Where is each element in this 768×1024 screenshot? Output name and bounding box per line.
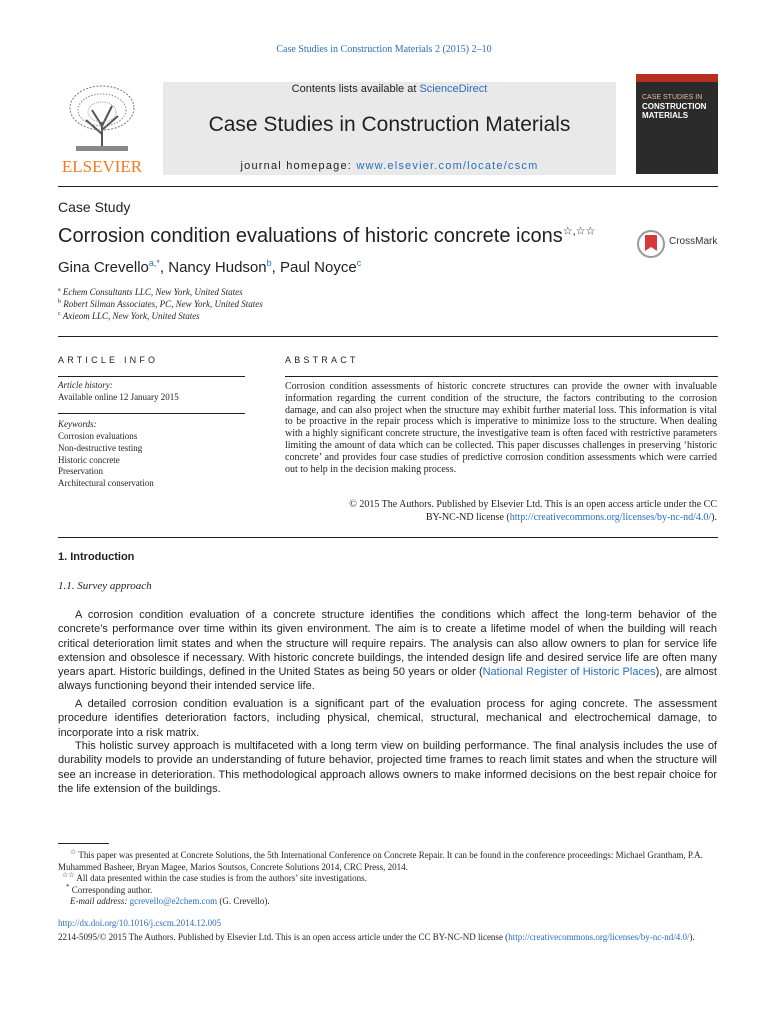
section-heading: 1. Introduction bbox=[58, 551, 135, 563]
author-affiliation-mark[interactable]: a,* bbox=[148, 258, 160, 268]
email-link[interactable]: gcrevello@e2chem.com bbox=[129, 896, 218, 907]
article-info-heading: ARTICLE INFO bbox=[58, 355, 159, 365]
body-paragraph: This holistic survey approach is multifaceted with a long term view on building performance. The final analysis includes the use of durability models to provide an understanding of future behavior, projected time frames to reach limit states and when the structure will see an increase in deterioration. This methodological approach allows owners to make informed decisions on the best repair choice for the life extension of the buildings. bbox=[58, 740, 717, 795]
crossmark-label[interactable]: CrossMark bbox=[669, 236, 718, 247]
abstract-text: Corrosion condition assessments of historic concrete structures can provide the owner with invaluable information regarding the current condition of the structure, the factors contributing to the corrosion damage, and can also project when the structure may exhibit further material loss. This information is vital to be proactive in the repair process which is imperative to minimize loss to the structure. When dealing with a highly significant concrete structure, the investigative team is often faced with restrictive parameters limiting the amount of data which can be collected. This paper discusses challenges in preserving ‘historic concrete’ and provides four case studies of predictive corrosion condition assessments which were carried out to help in the decision making process. bbox=[285, 381, 717, 475]
keyword-item: Architectural conservation bbox=[58, 478, 154, 489]
elsevier-wordmark: ELSEVIER bbox=[61, 157, 143, 176]
email-footnote bbox=[58, 896, 718, 908]
author-affiliation-mark[interactable]: c bbox=[356, 258, 362, 268]
affiliation-mark: c bbox=[58, 310, 61, 317]
affiliation-item bbox=[58, 287, 263, 299]
copyright-line: © 2015 The Authors. Published by Elsevier Ltd. This is an open access article under the CC bbox=[349, 499, 717, 510]
contents-prefix: Contents lists available at bbox=[291, 83, 417, 95]
affiliations bbox=[58, 287, 263, 322]
article-title bbox=[58, 225, 595, 248]
footnote bbox=[58, 882, 718, 897]
email-suffix: (G. Crevello). bbox=[219, 896, 270, 907]
license-footer-link[interactable]: http://creativecommons.org/licenses/by-nc-nd/4.0/ bbox=[508, 932, 690, 942]
cover-red-band bbox=[636, 74, 718, 82]
affiliation-text: Robert Silman Associates, PC, New York, United States bbox=[63, 298, 263, 309]
copyright-line bbox=[285, 512, 717, 525]
author-name: Gina Crevello bbox=[58, 259, 149, 276]
email-label: E-mail address: bbox=[70, 896, 128, 907]
abstract-heading: ABSTRACT bbox=[285, 355, 359, 365]
title-divider bbox=[58, 336, 718, 337]
title-footnote-marks[interactable]: ☆,☆☆ bbox=[562, 225, 596, 238]
body-paragraph bbox=[58, 608, 717, 694]
article-title-text: Corrosion condition evaluations of historic concrete icons bbox=[58, 225, 563, 247]
keyword-item: Preservation bbox=[58, 466, 103, 477]
footnote bbox=[58, 873, 718, 885]
affiliation-text: Axieom LLC, New York, United States bbox=[62, 310, 200, 321]
abstract-divider bbox=[58, 537, 718, 538]
copyright-license-suffix: ). bbox=[711, 511, 717, 523]
history-value: Available online 12 January 2015 bbox=[58, 392, 179, 402]
elsevier-logo bbox=[56, 82, 148, 177]
license-suffix: ). bbox=[689, 932, 695, 942]
author-separator: , bbox=[159, 259, 169, 276]
abstract-copyright bbox=[285, 499, 717, 524]
copyright-license-prefix: BY-NC-ND license ( bbox=[425, 511, 510, 523]
paragraph-text: A corrosion condition evaluation of a concrete structure identifies the conditions which affect the long-term behavior of the concrete’s performance over time within its given environment. The aim is to create a lifetime model of when the building will reach critical deterioration limit states and when the structure will require repairs. The analysis can also allow owners to plan for service life extension and obsolesce if necessary. With historic concrete buildings, the intended design life and desired service life are often many years apart. Historic buildings, defined in the United States as being 50 years or older ( bbox=[58, 609, 717, 679]
contents-line bbox=[163, 83, 616, 95]
affiliation-mark: b bbox=[58, 298, 61, 305]
nrhp-link[interactable]: National Register of Historic Places bbox=[482, 666, 656, 679]
cover-text-line2: CONSTRUCTION MATERIALS bbox=[642, 102, 707, 120]
footnote-mark: ☆☆ bbox=[62, 871, 75, 880]
header-divider bbox=[58, 186, 718, 187]
journal-title: Case Studies in Construction Materials bbox=[208, 113, 571, 136]
author-list bbox=[58, 259, 361, 276]
affiliation-text: Echem Consultants LLC, New York, United States bbox=[62, 287, 243, 297]
affiliation-item bbox=[58, 299, 263, 311]
author-name: Paul Noyce bbox=[279, 259, 357, 276]
license-statement bbox=[58, 931, 718, 944]
footnotes bbox=[58, 850, 718, 908]
footnote-mark: ☆ bbox=[70, 848, 77, 856]
article-type-label: Case Study bbox=[58, 199, 131, 215]
footnote-text: This paper was presented at Concrete Solutions, the 5th International Conference on Concrete Repair. It can be found in the conference proceedings: Michael Grantham, P.A. Muhammed Basheer, Bryan Magee, Marios Soutsos, Concrete Solutions 2014, CRC Press, 2014. bbox=[58, 850, 703, 872]
license-link[interactable]: http://creativecommons.org/licenses/by-nc-nd/4.0/ bbox=[509, 511, 712, 523]
keyword-item: Non-destructive testing bbox=[58, 442, 143, 453]
history-label: Article history: bbox=[58, 380, 113, 390]
footnote-text: Corresponding author. bbox=[71, 884, 153, 895]
homepage-prefix: journal homepage: bbox=[240, 160, 353, 172]
article-info-rule bbox=[58, 413, 245, 414]
article-info-rule bbox=[58, 376, 245, 377]
keyword-item: Corrosion evaluations bbox=[58, 431, 138, 441]
journal-cover-thumbnail bbox=[636, 74, 718, 174]
author-separator: , bbox=[271, 259, 280, 276]
author-affiliation-mark[interactable]: b bbox=[266, 258, 272, 268]
footnote bbox=[58, 850, 718, 873]
keywords-label: Keywords: bbox=[58, 419, 97, 429]
license-prefix: 2214-5095/© 2015 The Authors. Published by Elsevier Ltd. This is an open access article under the CC BY-NC-ND license ( bbox=[58, 932, 509, 942]
subsection-heading: 1.1. Survey approach bbox=[58, 580, 152, 592]
keywords-list bbox=[58, 431, 154, 490]
doi-link[interactable]: http://dx.doi.org/10.1016/j.cscm.2014.12.005 bbox=[58, 918, 222, 928]
sciencedirect-link[interactable]: ScienceDirect bbox=[419, 83, 488, 95]
footnote-rule bbox=[58, 843, 109, 844]
journal-homepage bbox=[163, 160, 616, 172]
cover-text-line1: CASE STUDIES IN bbox=[642, 94, 703, 101]
journal-reference[interactable]: Case Studies in Construction Materials 2 (2015) 2–10 bbox=[276, 44, 492, 55]
body-paragraph: A detailed corrosion condition evaluation is a significant part of the evaluation process for aging concrete. The assessment procedure identifies deterioration factors, including physical, chemical, structural, mechanical and electrochemical damage, to incorporate into a risk matrix. bbox=[58, 698, 717, 739]
homepage-link[interactable]: www.elsevier.com/locate/cscm bbox=[356, 160, 539, 172]
footnote-text: All data presented within the case studies is from the authors’ site investigations. bbox=[76, 873, 367, 884]
affiliation-mark: a bbox=[58, 287, 61, 293]
abstract-rule bbox=[285, 376, 718, 377]
paragraph-text: ), are almost always functioning beyond their intended service life. bbox=[58, 666, 717, 693]
footnote-mark: * bbox=[66, 882, 70, 891]
affiliation-item bbox=[58, 311, 263, 323]
author-name: Nancy Hudson bbox=[168, 259, 267, 276]
keyword-item: Historic concrete bbox=[58, 454, 120, 465]
